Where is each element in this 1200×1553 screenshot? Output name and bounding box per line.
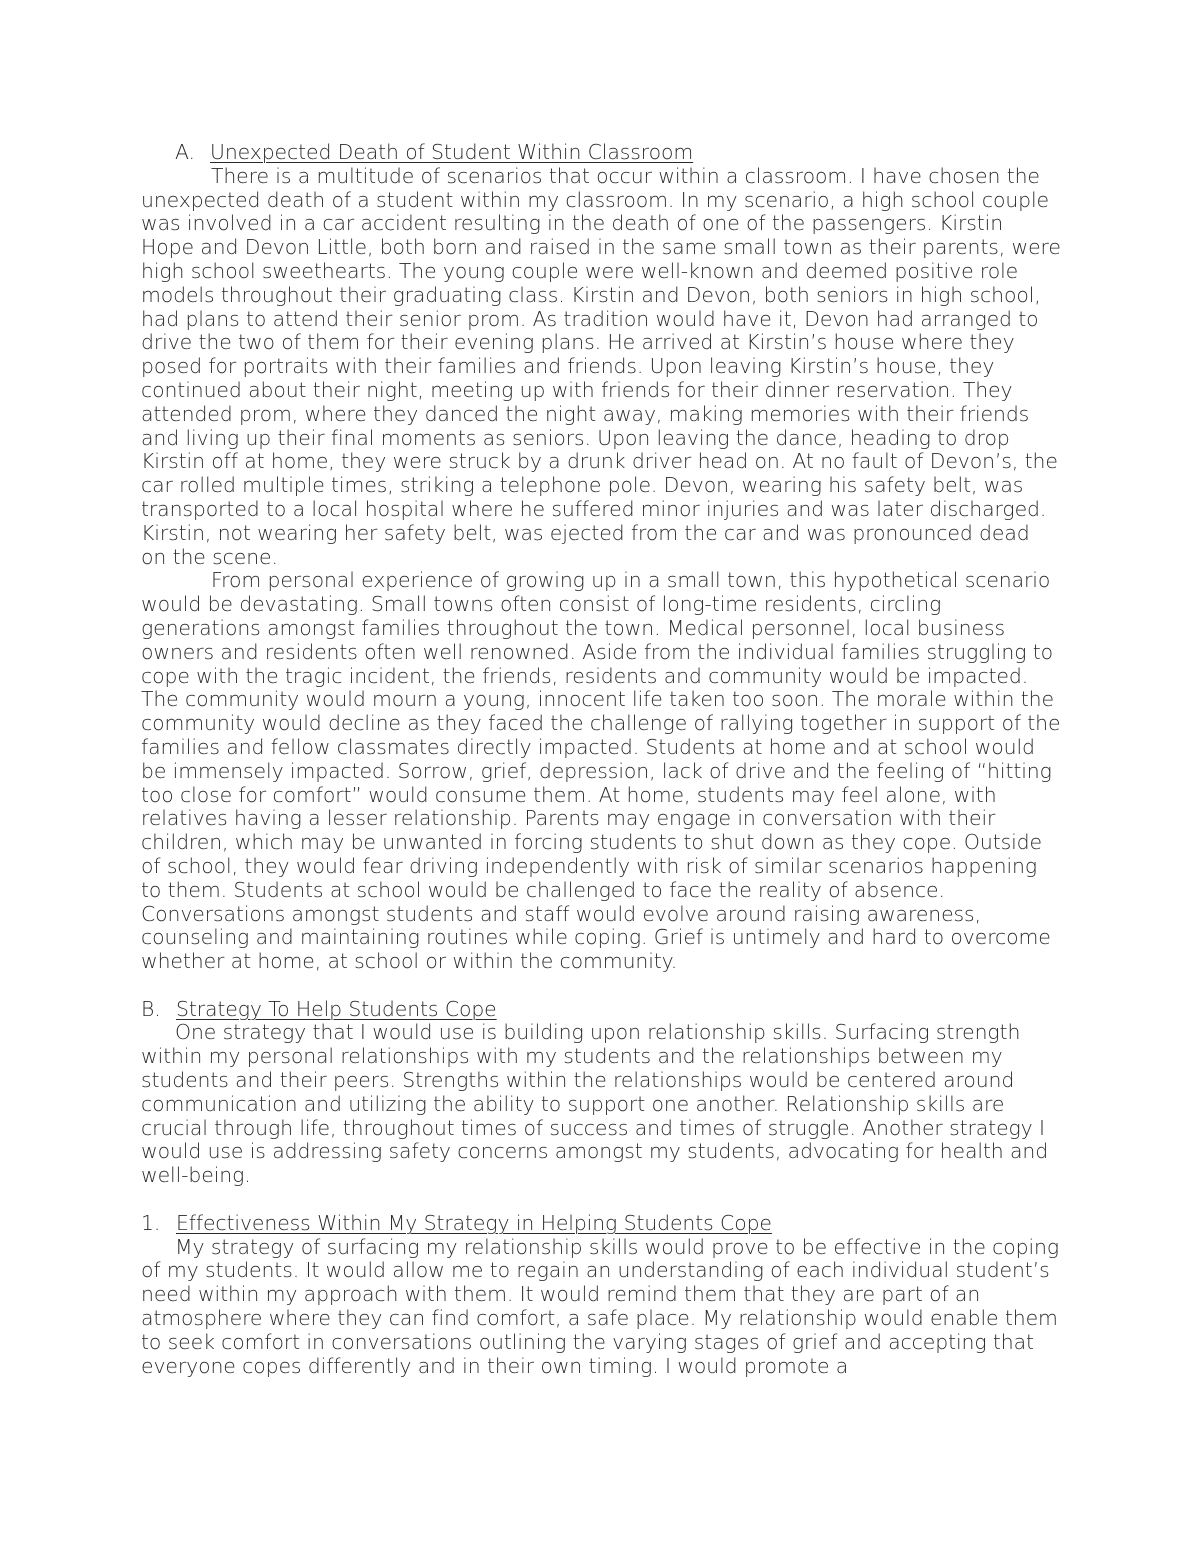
section-b-marker: B. [141, 996, 161, 1021]
spacer [141, 1188, 1061, 1212]
section-1-paragraph: My strategy of surfacing my relationship skills would prove to be effective in the coping of my students. It would allow me to regain an understanding of each individual student’s need within my approach with them. It would remind them that they are part of an atmosphere where they can find comfort, a safe place. My relationship would enable them to seek comfort in conversations outlining the varying stages of grief and accepting that everyone copes differently and in their own timing. I would promote a [141, 1234, 1060, 1378]
section-1-marker: 1. [141, 1210, 161, 1235]
section-1-title: Effectiveness Within My Strategy in Helping Students Cope [176, 1210, 772, 1235]
section-a-paragraph-1: There is a multitude of scenarios that occur within a classroom. I have chosen the unexpected death of a student within my classroom. In my scenario, a high school couple was involved in a car accident resulting in the death of one of the passengers. Kirstin Hope and Devon Little, both born and raised in the same small town as their parents, were high school sweethearts. The young couple were well-known and deemed positive role models throughout their graduating class. Kirstin and Devon, both seniors in high school, had plans to attend their senior prom. As tradition would have it, Devon had arranged to drive the two of them for their evening plans. He arrived at Kirstin’s house where they posed for portraits with their families and friends. Upon leaving Kirstin’s house, they continued about their night, meeting up with friends for their dinner reservation. They attended prom, where they danced the night away, making memories with their friends and living up their final moments as seniors. Upon leaving the dance, heading to drop Kirstin off at home, they were struck by a drunk driver head on. At no fault of Devon’s, the car rolled multiple times, striking a telephone pole. Devon, wearing his safety belt, was transported to a local hospital where he suffered minor injuries and was later discharged. Kirstin, not wearing her safety belt, was ejected from the car and was pronounced dead on the scene. [141, 163, 1061, 569]
section-a-title: Unexpected Death of Student Within Classroom [210, 140, 694, 164]
document-page [141, 141, 1061, 1378]
section-b-paragraph: One strategy that I would use is building upon relationship skills. Surfacing strength within my personal relationships with my students and the relationships between my students and their peers. Strengths within the relationships would be centered around communication and utilizing the ability to support one another. Relationship skills are crucial through life, throughout times of success and times of struggle. Another strategy I would use is addressing safety concerns amongst my students, advocating for health and well-being. [141, 1020, 1049, 1188]
spacer [141, 974, 1061, 998]
section-b-title: Strategy To Help Students Cope [176, 996, 497, 1021]
section-a-heading [141, 141, 1061, 165]
section-1-heading [141, 1212, 1061, 1236]
section-a-marker: A. [175, 140, 195, 164]
section-b-heading [141, 998, 1061, 1022]
section-a-paragraph-2: From personal experience of growing up in a small town, this hypothetical scenario would be devastating. Small towns often consist of long-time residents, circling generations amongst families throughout the town. Medical personnel, local business owners and residents often well renowned. Aside from the individual families struggling to cope with the tragic incident, the friends, residents and community would be impacted. The community would mourn a young, innocent life taken too soon. The morale within the community would decline as they faced the challenge of rallying together in support of the families and fellow classmates directly impacted. Students at home and at school would be immensely impacted. Sorrow, grief, depression, lack of drive and the feeling of “hitting too close for comfort” would consume them. At home, students may feel alone, with relatives having a lesser relationship. Parents may engage in conversation with their children, which may be unwanted in forcing students to shut down as they cope. Outside of school, they would fear driving independently with risk of similar scenarios happening to them. Students at school would be challenged to face the reality of absence. Conversations amongst students and staff would evolve around raising awareness, counseling and maintaining routines while coping. Grief is untimely and hard to overcome whether at home, at school or within the community. [141, 568, 1061, 974]
